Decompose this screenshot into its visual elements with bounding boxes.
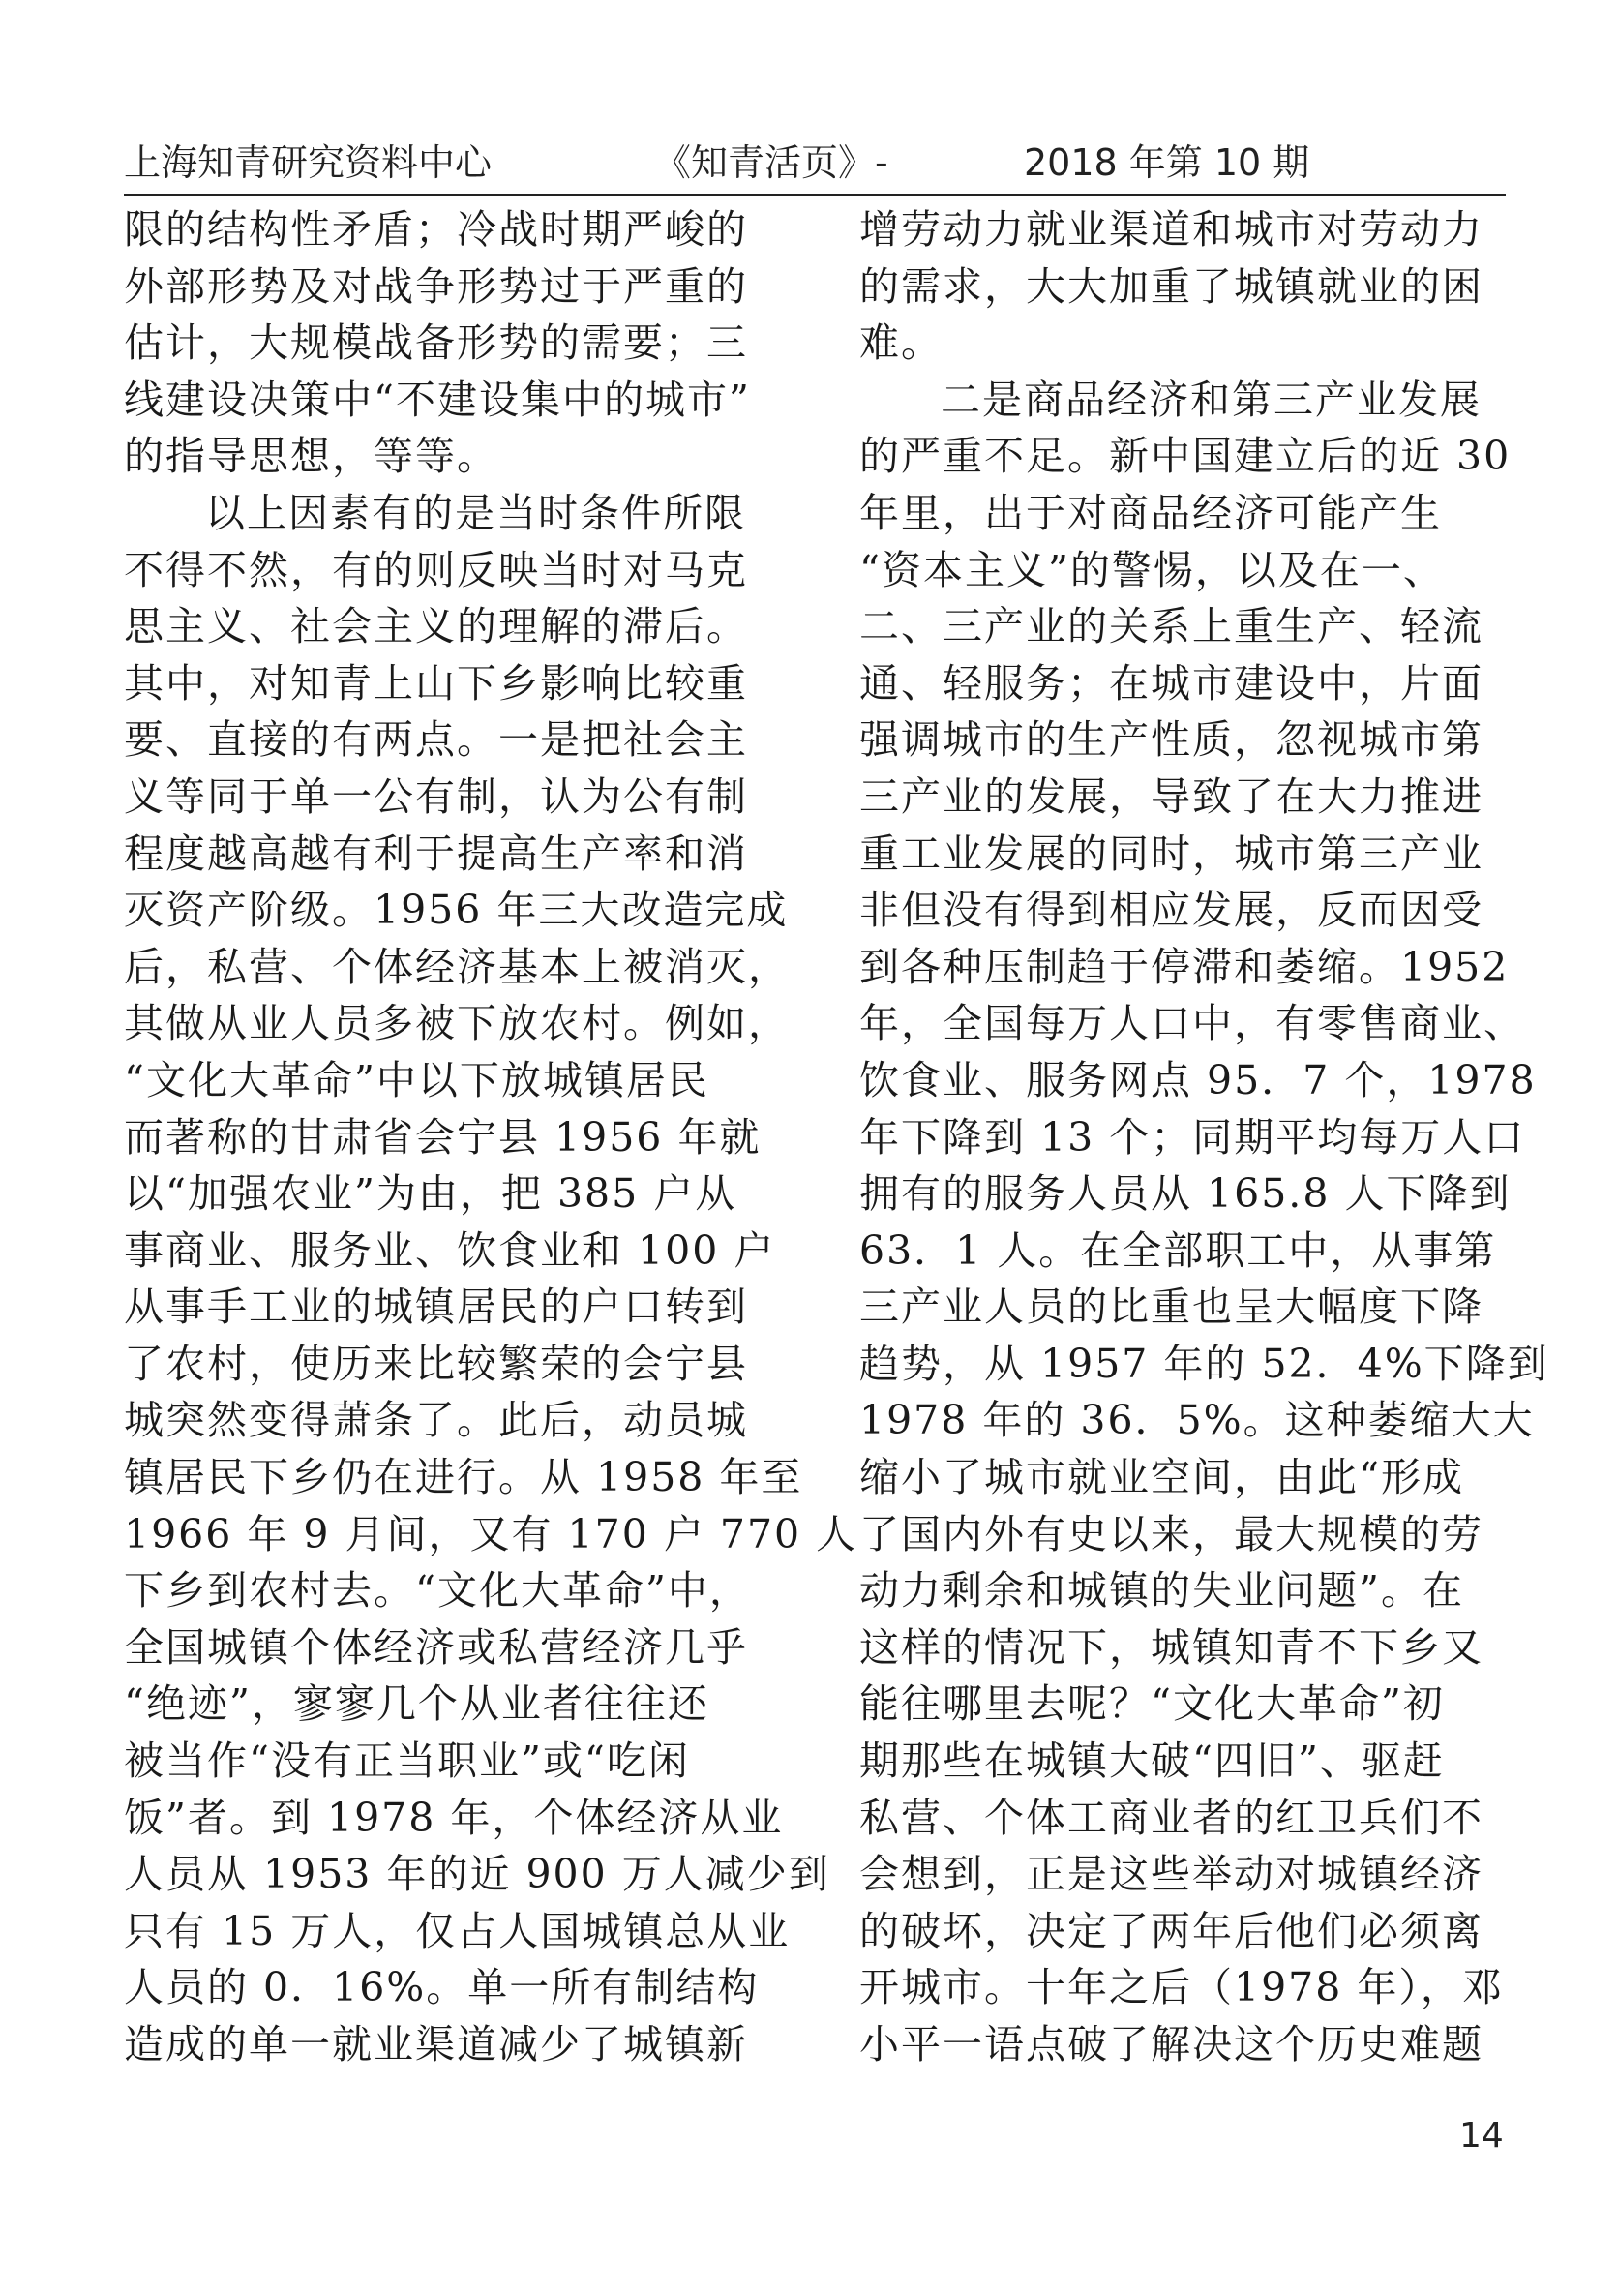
header-rule [124, 194, 1506, 196]
text-line: 难。 [859, 319, 943, 367]
text-line: 下乡到农村去。“文化大革命”中， [124, 1567, 751, 1615]
text-line: 造成的单一就业渠道减少了城镇新 [124, 2021, 748, 2068]
text-line: 私营、个体工商业者的红卫兵们不 [859, 1794, 1483, 1841]
text-line: 到各种压制趋于停滞和萎缩。1952 [859, 943, 1510, 990]
text-line: 年下降到 13 个；同期平均每万人口 [859, 1113, 1526, 1161]
text-line: 会想到，正是这些举动对城镇经济 [859, 1851, 1483, 1898]
text-line: 拥有的服务人员从 165.8 人下降到 [859, 1170, 1512, 1218]
text-line: 了国内外有史以来，最大规模的劳 [859, 1510, 1483, 1557]
text-line: 被当作“没有正当职业”或“吃闲 [124, 1737, 690, 1785]
paragraph-start-line: 二是商品经济和第三产业发展 [941, 376, 1482, 423]
text-line: “绝迹”，寥寥几个从业者往往还 [124, 1680, 709, 1728]
text-line: 的破坏，决定了两年后他们必须离 [859, 1907, 1483, 1954]
text-line: 三产业的发展，导致了在大力推进 [859, 772, 1483, 820]
page-number: 14 [1459, 2116, 1504, 2156]
text-line: 要、直接的有两点。一是把社会主 [124, 716, 748, 764]
text-line: 非但没有得到相应发展，反而因受 [859, 887, 1483, 934]
text-line: 义等同于单一公有制，认为公有制 [124, 772, 748, 820]
text-line: 线建设决策中“不建设集中的城市” [124, 376, 751, 423]
text-line: 限的结构性矛盾；冷战时期严峻的 [124, 206, 748, 253]
text-line: 通、轻服务；在城市建设中，片面 [859, 659, 1483, 707]
text-line: 外部形势及对战争形势过于严重的 [124, 262, 748, 310]
text-line: 不得不然，有的则反映当时对马克 [124, 546, 748, 593]
left-column [124, 201, 858, 2073]
text-line: 的指导思想，等等。 [124, 433, 498, 480]
page-header [124, 136, 1503, 190]
text-line: 小平一语点破了解决这个历史难题 [859, 2021, 1483, 2068]
text-line: 灭资产阶级。1956 年三大改造完成 [124, 887, 789, 934]
text-line: 增劳动力就业渠道和城市对劳动力 [859, 206, 1483, 253]
text-line: 只有 15 万人，仅占人国城镇总从业 [124, 1907, 791, 1954]
text-line: 年里，出于对商品经济可能产生 [859, 489, 1442, 536]
text-line: 的严重不足。新中国建立后的近 30 [859, 433, 1512, 480]
text-line: 1966 年 9 月间，又有 170 户 770 人 [124, 1510, 858, 1557]
text-line: 开城市。十年之后（1978 年），邓 [859, 1964, 1504, 2011]
text-line: 后，私营、个体经济基本上被消灭， [124, 943, 790, 990]
text-line: 镇居民下乡仍在进行。从 1958 年至 [124, 1454, 803, 1501]
text-line: 其中，对知青上山下乡影响比较重 [124, 659, 748, 707]
text-line: 缩小了城市就业空间，由此“形成 [859, 1454, 1464, 1501]
text-line: 其做从业人员多被下放农村。例如， [124, 1000, 790, 1047]
text-line: 事商业、服务业、饮食业和 100 户 [124, 1226, 776, 1274]
paragraph-start-line: 以上因素有的是当时条件所限 [205, 489, 746, 536]
text-line: 的需求，大大加重了城镇就业的困 [859, 262, 1483, 310]
text-line: “文化大革命”中以下放城镇居民 [124, 1056, 709, 1103]
text-line: 思主义、社会主义的理解的滞后。 [124, 603, 748, 650]
header-issue: 2018 年第 10 期 [1024, 141, 1310, 184]
text-line: “资本主义”的警惕，以及在一、 [859, 546, 1445, 593]
text-line: 1978 年的 36．5%。这种萎缩大大 [859, 1397, 1535, 1444]
text-line: 能往哪里去呢？“文化大革命”初 [859, 1680, 1445, 1728]
text-line: 三产业人员的比重也呈大幅度下降 [859, 1284, 1483, 1331]
text-line: 年，全国每万人口中，有零售商业、 [859, 1000, 1525, 1047]
header-publication: 《知青活页》- [654, 141, 888, 184]
text-line: 二、三产业的关系上重生产、轻流 [859, 603, 1483, 650]
text-line: 趋势，从 1957 年的 52．4%下降到 [859, 1340, 1549, 1387]
text-line: 饮食业、服务网点 95．7 个，1978 [859, 1056, 1537, 1103]
text-line: 饭”者。到 1978 年，个体经济从业 [124, 1794, 784, 1841]
text-line: 全国城镇个体经济或私营经济几乎 [124, 1623, 748, 1671]
right-column [859, 201, 1549, 2073]
text-line: 了农村，使历来比较繁荣的会宁县 [124, 1340, 748, 1387]
text-line: 城突然变得萧条了。此后，动员城 [124, 1397, 748, 1444]
text-line: 期那些在城镇大破“四旧”、驱赶 [859, 1737, 1445, 1785]
text-line: 估计，大规模战备形势的需要；三 [124, 319, 748, 367]
header-organization: 上海知青研究资料中心 [124, 141, 493, 184]
text-line: 以“加强农业”为由，把 385 户从 [124, 1170, 737, 1218]
text-line: 而著称的甘肃省会宁县 1956 年就 [124, 1113, 762, 1161]
text-line: 63．1 人。在全部职工中，从事第 [859, 1226, 1497, 1274]
text-line: 动力剩余和城镇的失业问题”。在 [859, 1567, 1464, 1615]
text-line: 从事手工业的城镇居民的户口转到 [124, 1284, 748, 1331]
text-line: 这样的情况下，城镇知青不下乡又 [859, 1623, 1483, 1671]
text-line: 人员的 0．16%。单一所有制结构 [124, 1964, 760, 2011]
text-line: 程度越高越有利于提高生产率和消 [124, 830, 748, 877]
text-line: 人员从 1953 年的近 900 万人减少到 [124, 1851, 830, 1898]
text-line: 强调城市的生产性质，忽视城市第 [859, 716, 1483, 764]
text-line: 重工业发展的同时，城市第三产业 [859, 830, 1483, 877]
